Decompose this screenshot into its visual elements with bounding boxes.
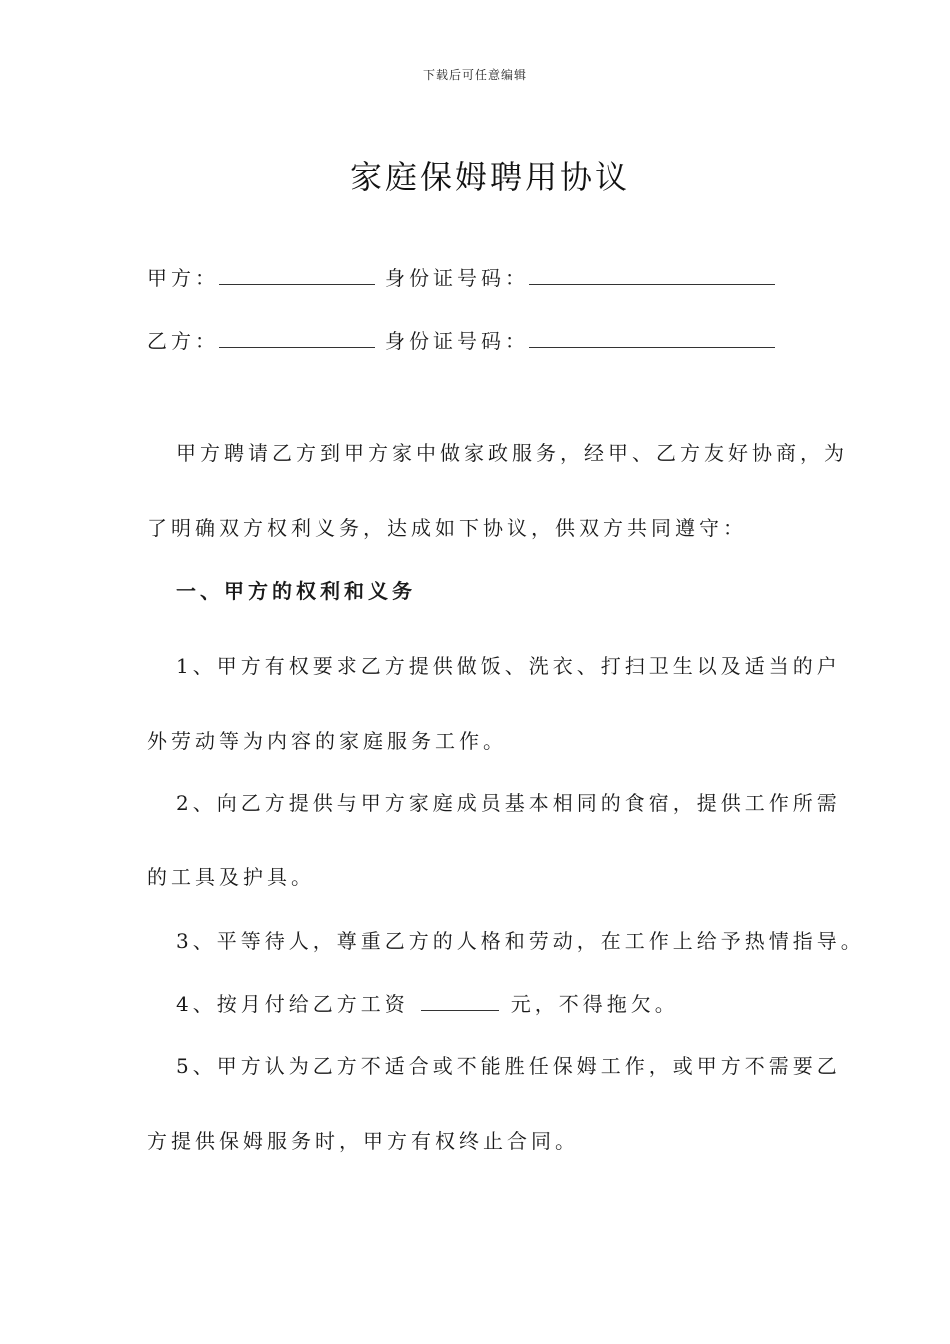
document-title: 家庭保姆聘用协议 [349, 158, 630, 196]
clause-4-suffix: 元，不得拖欠。 [510, 992, 679, 1016]
clause-3: 3、平等待人，尊重乙方的人格和劳动，在工作上给予热情指导。 [176, 929, 865, 953]
clause-4-prefix: 4、按月付给乙方工资 [176, 992, 409, 1016]
party-b-label: 乙方： [147, 329, 219, 353]
clause-1-line-2: 外劳动等为内容的家庭服务工作。 [147, 729, 507, 753]
party-b-id-label: 身份证号码： [385, 329, 529, 353]
wage-amount-blank[interactable] [421, 992, 499, 1011]
section-heading: 一、甲方的权利和义务 [176, 579, 416, 603]
clause-5-line-2: 方提供保姆服务时，甲方有权终止合同。 [147, 1129, 579, 1153]
party-b-id-blank[interactable] [529, 325, 775, 348]
party-a-name-blank[interactable] [219, 262, 375, 285]
clause-2-line-1: 2、向乙方提供与甲方家庭成员基本相同的食宿，提供工作所需 [176, 791, 841, 815]
clause-1-line-1: 1、甲方有权要求乙方提供做饭、洗衣、打扫卫生以及适当的户 [176, 654, 841, 678]
clause-2-line-2: 的工具及护具。 [147, 865, 315, 889]
clause-4 [176, 988, 679, 1017]
intro-line-1: 甲方聘请乙方到甲方家中做家政服务，经甲、乙方友好协商，为 [176, 441, 848, 465]
intro-line-2: 了明确双方权利义务，达成如下协议，供双方共同遵守： [147, 516, 747, 540]
party-b-row [147, 325, 775, 354]
party-b-name-blank[interactable] [219, 325, 375, 348]
header-note: 下载后可任意编辑 [422, 68, 527, 82]
party-a-row [147, 262, 775, 291]
clause-5-line-1: 5、甲方认为乙方不适合或不能胜任保姆工作，或甲方不需要乙 [176, 1054, 841, 1078]
party-a-id-blank[interactable] [529, 262, 775, 285]
party-a-label: 甲方： [147, 266, 219, 290]
party-a-id-label: 身份证号码： [385, 266, 529, 290]
